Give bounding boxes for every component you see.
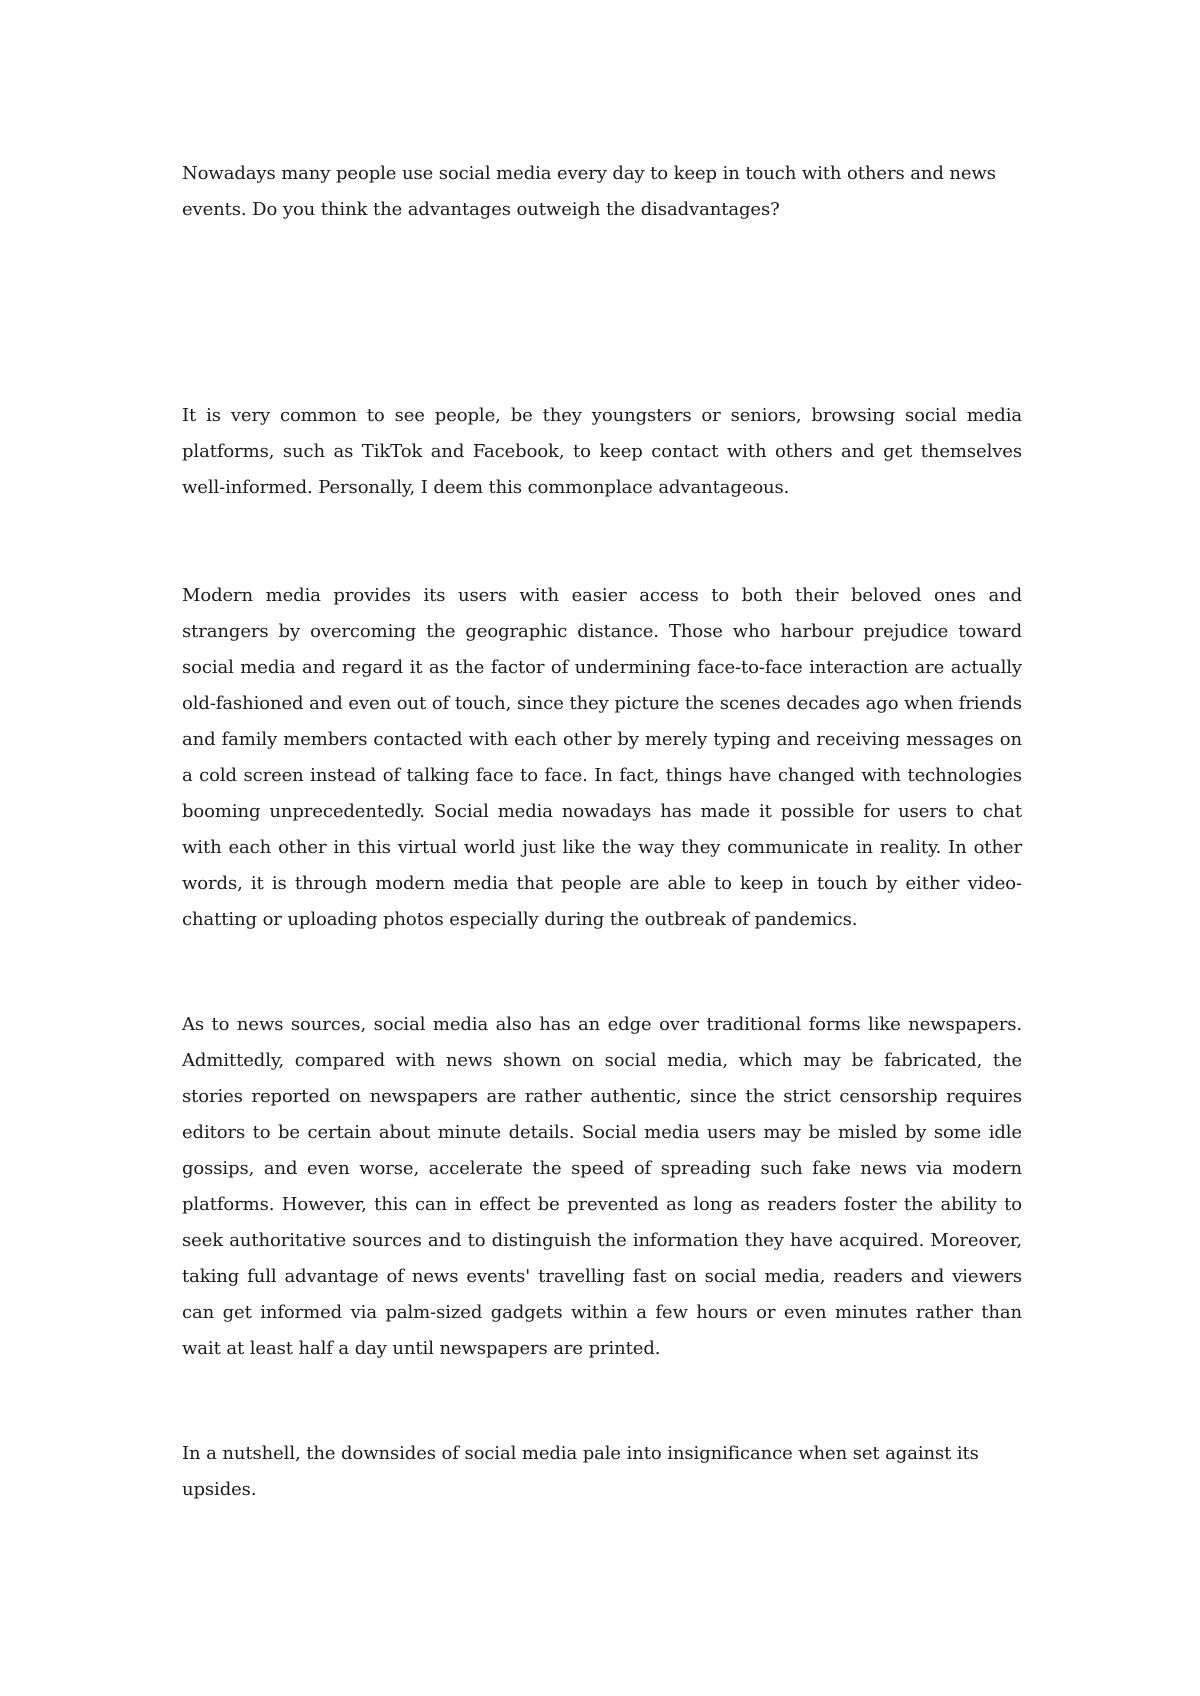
paragraph-introduction: It is very common to see people, be they youngsters or seniors, browsing social media platforms, such as TikTok and Facebook, to keep contact with others and get themselves well-informed. Personally, I deem this commonplace advantageous. [182, 405, 1022, 498]
paragraph-body-communication: Modern media provides its users with easier access to both their beloved ones and strangers by overcoming the geographic distance. Those who harbour prejudice toward social media and regard it as the factor of undermining face-to-face interaction are actually old-fashioned and even out of touch, since they picture the scenes decades ago when friends and family members contacted with each other by merely typing and receiving messages on a cold screen instead of talking face to face. In fact, things have changed with technologies booming unprecedentedly. Social media nowadays has made it possible for users to chat with each other in this virtual world just like the way they communicate in reality. In other words, it is through modern media that people are able to keep in touch by either video-chatting or uploading photos especially during the outbreak of pandemics. [182, 585, 1022, 930]
paragraph-conclusion: In a nutshell, the downsides of social media pale into insignificance when set against its upsides. [182, 1443, 979, 1500]
essay-prompt: Nowadays many people use social media every day to keep in touch with others and news events. Do you think the advantages outweigh the disadvantages? [182, 163, 996, 220]
paragraph-body-news: As to news sources, social media also has an edge over traditional forms like newspapers. Admittedly, compared with news shown on social media, which may be fabricated, the stories reported on newspapers are rather authentic, since the strict censorship requires editors to be certain about minute details. Social media users may be misled by some idle gossips, and even worse, accelerate the speed of spreading such fake news via modern platforms. However, this can in effect be prevented as long as readers foster the ability to seek authoritative sources and to distinguish the information they have acquired. Moreover, taking full advantage of news events' travelling fast on social media, readers and viewers can get informed via palm-sized gadgets within a few hours or even minutes rather than wait at least half a day until newspapers are printed. [182, 1014, 1022, 1359]
